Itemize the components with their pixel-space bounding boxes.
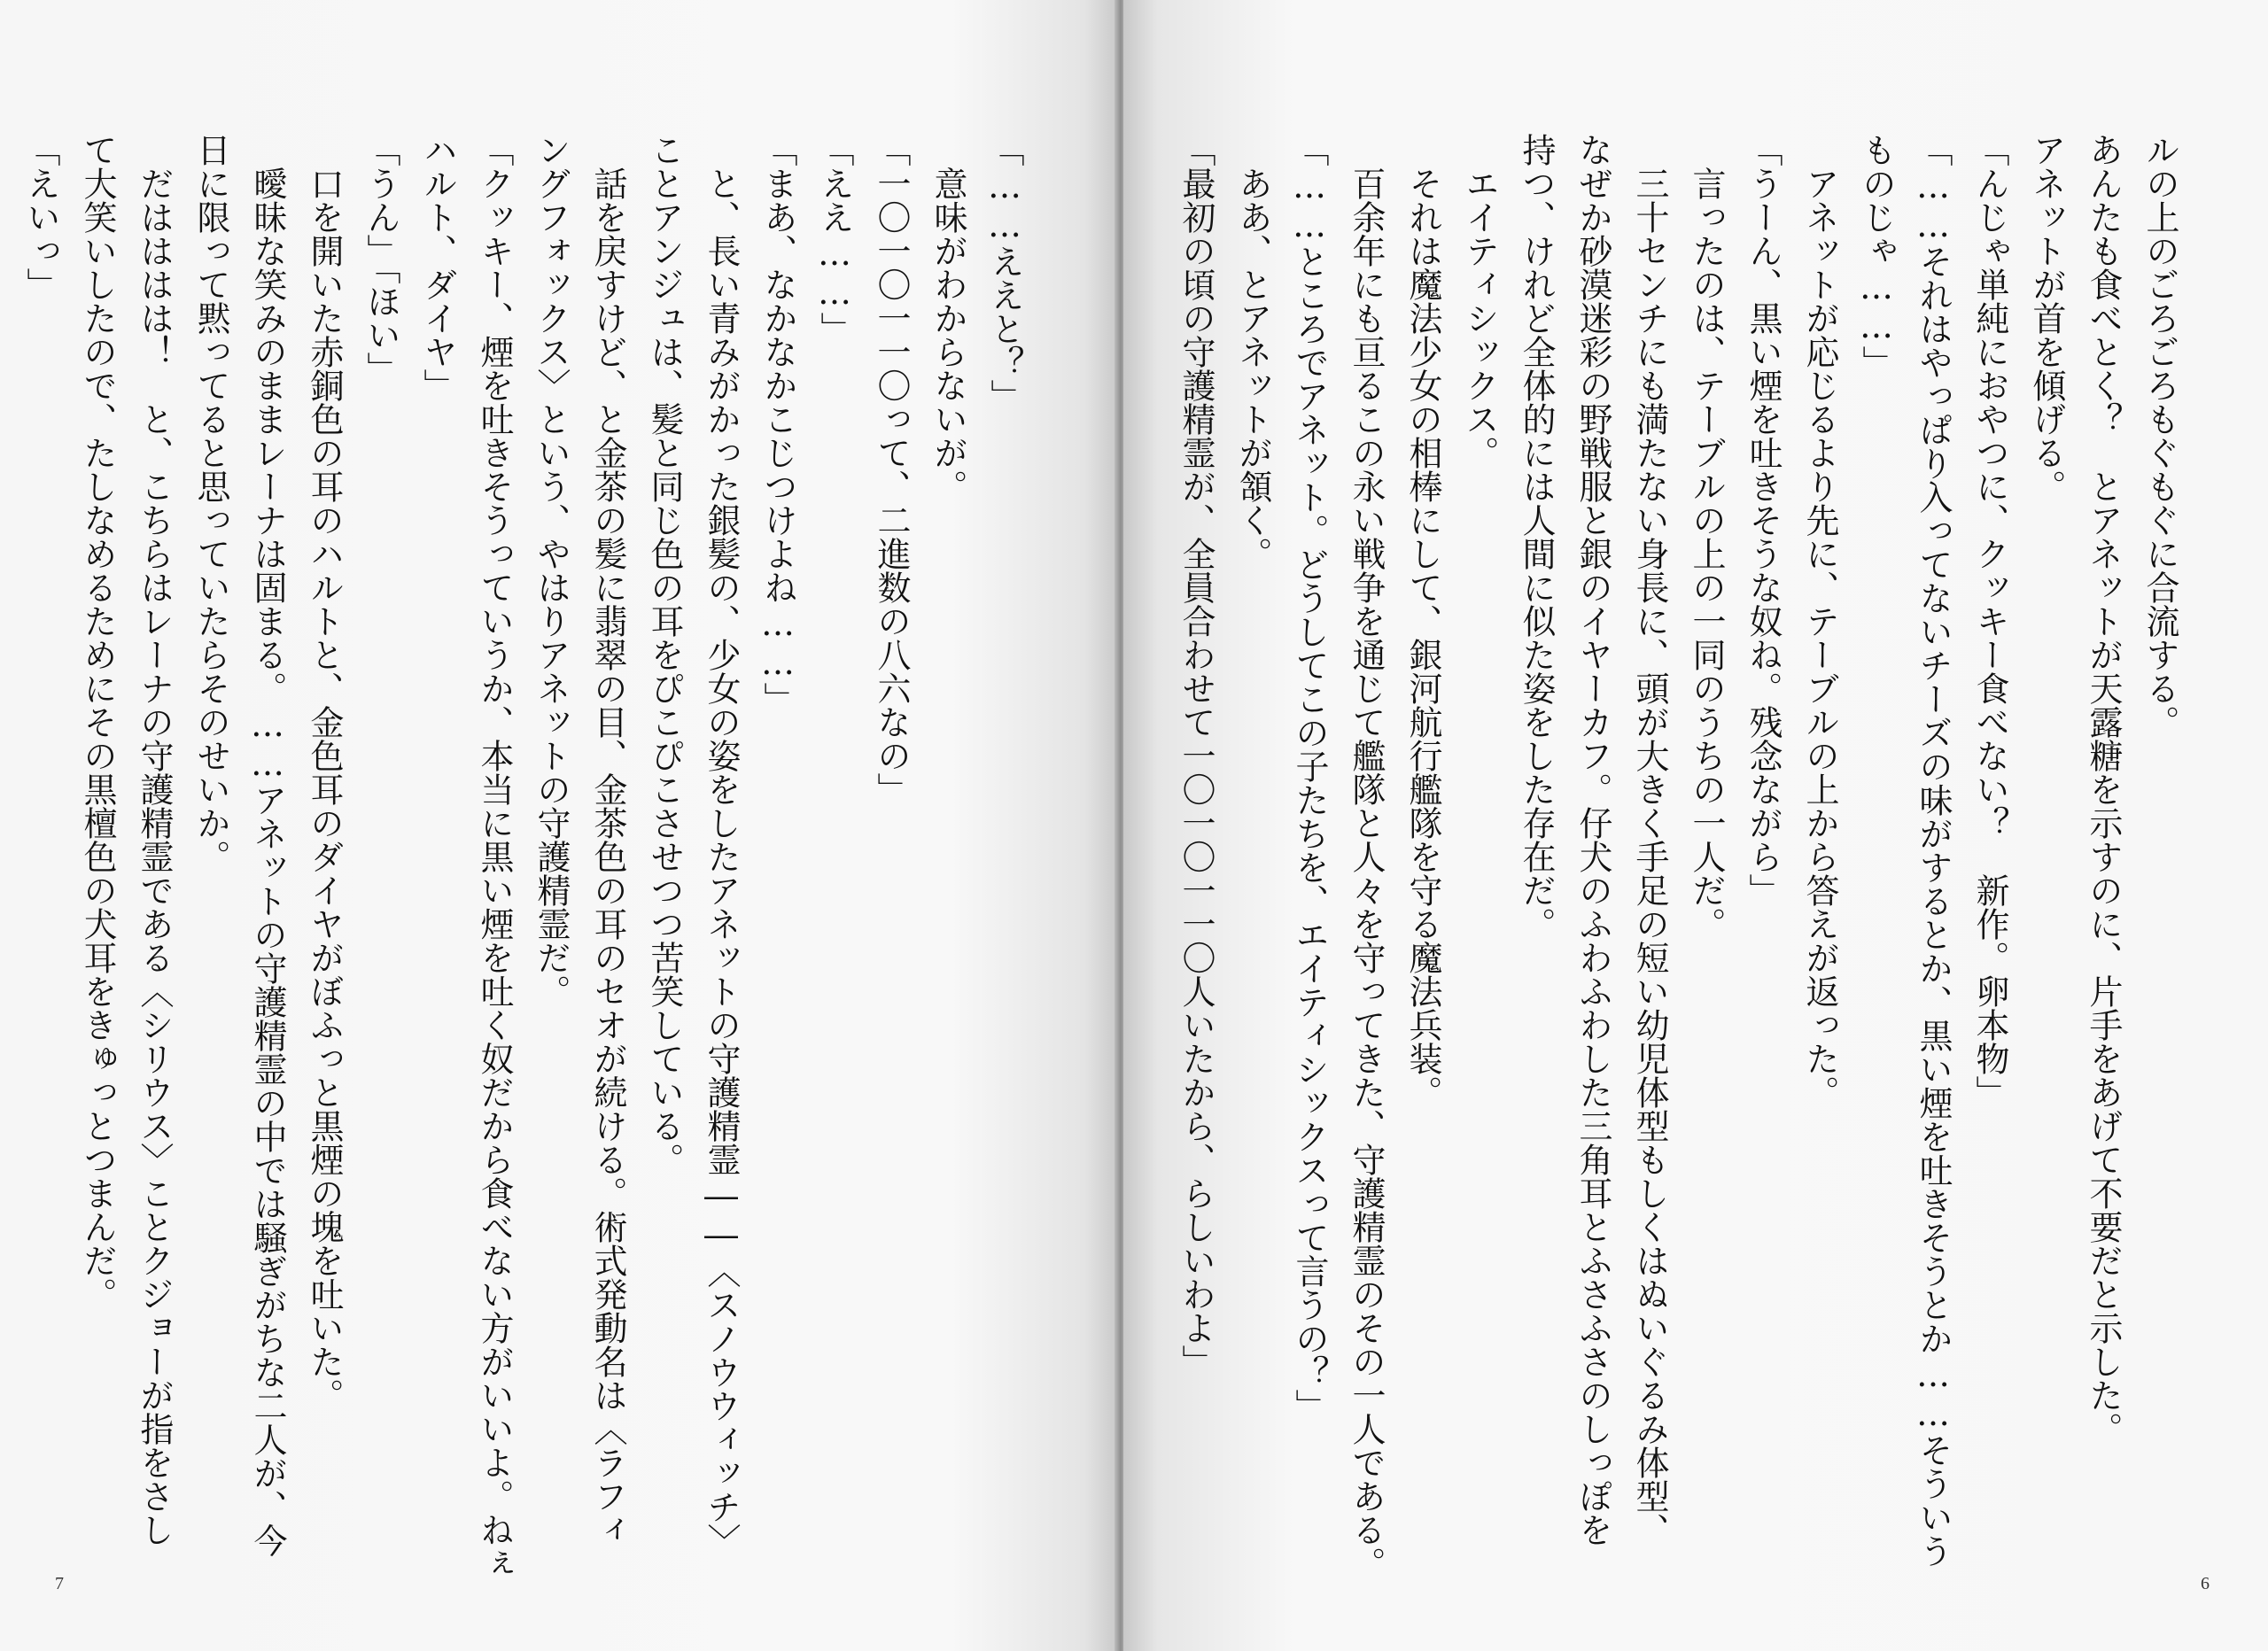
text-line: ハルト、ダイヤ」 xyxy=(418,133,457,402)
text-line: 日に限って黙ってると思っていたらそのせいか。 xyxy=(191,133,230,873)
text-line: 「えいっ」 xyxy=(21,133,60,301)
text-line: 「最初の頃の守護精霊が、全員合わせて一〇一〇一一〇人いたから、らしいわよ」 xyxy=(1177,133,1216,1378)
text-line: 「うーん、黒い煙を吐きそうな奴ね。残念ながら」 xyxy=(1744,133,1783,907)
text-line: て大笑いしたので、たしなめるためにその黒檀色の犬耳をきゅっとつまんだ。 xyxy=(78,133,117,1311)
text-line: アネットが応じるより先に、テーブルの上から答えが返った。 xyxy=(1800,133,1839,1109)
text-line: 「ええ……」 xyxy=(815,133,854,345)
text-line: ああ、とアネットが頷く。 xyxy=(1233,133,1272,570)
right-page-text xyxy=(1168,133,2188,1580)
text-line: 口を開いた赤銅色の耳のハルトと、金色耳のダイヤがぼふっと黒煙の塊を吐いた。 xyxy=(305,133,344,1412)
text-line: 「んじゃ単純におやつに、クッキー食べない？ 新作。卵本物」 xyxy=(1970,133,2009,1109)
right-page xyxy=(1123,0,2268,1651)
text-line: 「クッキー、煙を吐きそうっていうか、本当に黒い煙を吐く奴だから食べない方がいいよ。ねぇ xyxy=(475,133,514,1580)
text-line: 「……それはやっぱり入ってないチーズの味がするとか、黒い煙を吐きそうとか……そういう xyxy=(1914,133,1953,1568)
left-page xyxy=(0,0,1118,1651)
text-line: 「まあ、なかなかこじつけよね……」 xyxy=(758,133,797,716)
text-line: 三十センチにも満たない身長に、頭が大きく手足の短い幼児体型もしくはぬいぐるみ体型、 xyxy=(1630,133,1669,1546)
text-line: 「一〇一〇一一〇って、二進数の八六なの」 xyxy=(872,133,911,806)
text-line: 話を戻すけど、と金茶の髪に翡翠の目、金茶色の耳のセオが続ける。術式発動名は〈ラフィ xyxy=(588,133,627,1546)
page-number: 7 xyxy=(55,1574,64,1593)
text-line: だはははは！ と、こちらはレーナの守護精霊である〈シリウス〉ことクジョーが指をさし xyxy=(135,133,174,1546)
text-line: 意味がわからないが。 xyxy=(928,133,967,503)
text-line: と、長い青みがかった銀髪の、少女の姿をしたアネットの守護精霊――〈スノウウィッチ〉 xyxy=(702,133,741,1557)
text-line: 曖昧な笑みのままレーナは固まる。……アネットの守護精霊の中では騒ぎがちな二人が、今 xyxy=(248,133,287,1557)
left-page-text xyxy=(12,133,1033,1580)
text-line: ものじゃ……」 xyxy=(1857,133,1896,379)
text-line: それは魔法少女の相棒にして、銀河航行艦隊を守る魔法兵装。 xyxy=(1403,133,1442,1109)
text-line: ことアンジュは、髪と同じ色の耳をぴこぴこさせつつ苦笑している。 xyxy=(645,133,684,1176)
text-line: なぜか砂漠迷彩の野戦服と銀のイヤーカフ。仔犬のふわふわした三角耳とふさふさのしっぽを xyxy=(1573,133,1612,1546)
text-line: 持つ、けれど全体的には人間に似た姿をした存在だ。 xyxy=(1517,133,1556,941)
text-line: 「……ところでアネット。どうしてこの子たちを、エイティシックスって言うの？」 xyxy=(1290,133,1329,1422)
text-line: あんたも食べとく？ とアネットが天露糖を示すのに、片手をあげて不要だと示した。 xyxy=(2084,133,2123,1446)
text-line: ルの上のごろごろもぐもぐに合流する。 xyxy=(2140,133,2179,739)
page-number: 6 xyxy=(2201,1574,2210,1593)
text-line: エイティシックス。 xyxy=(1460,133,1499,469)
text-line: ングフォックス〉という、やはりアネットの守護精霊だ。 xyxy=(532,133,571,1008)
text-line: 「うん」「ほい」 xyxy=(361,133,400,385)
text-line: アネットが首を傾げる。 xyxy=(2027,133,2066,503)
text-line: 「……ええと？」 xyxy=(985,133,1024,413)
text-line: 言ったのは、テーブルの上の一同のうちの一人だ。 xyxy=(1687,133,1726,941)
text-line: 百余年にも亘るこの永い戦争を通じて艦隊と人々を守ってきた、守護精霊のその一人である。 xyxy=(1347,133,1386,1580)
